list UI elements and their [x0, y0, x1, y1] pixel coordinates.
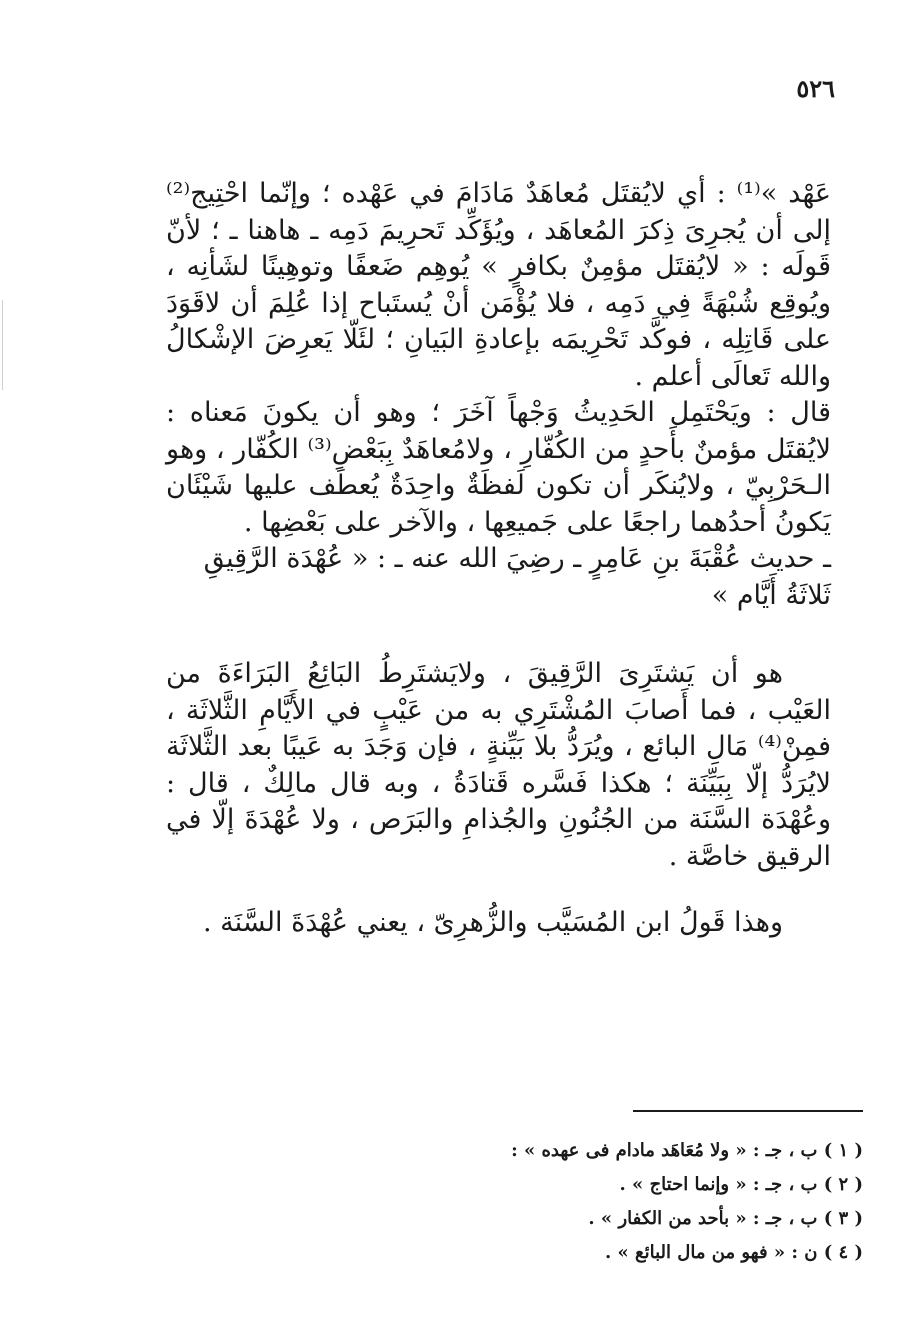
scan-edge-mark [2, 300, 3, 390]
hadith-heading: ـ حديث عُقْبَةَ بنِ عَامِرٍ ـ رضِيَ الله عنه ـ : « عُهْدَة الرَّقِيقِ ثَلاثَةُ أَيَّام » [203, 543, 831, 611]
footnote-divider [633, 1110, 863, 1112]
footnote-2: ( ٢ ) ب ، جـ : « وإنما احتاج » . [619, 1174, 863, 1195]
footnote-1: ( ١ ) ب ، جـ : « ولا مُعَاهَد مادام فى عهده » : [511, 1140, 863, 1161]
paragraph-uhdat-explanation: هو أن يَشتَرِىَ الرَّقِيقَ ، ولايَشتَرِطُ البَائِعُ البَرَاءَةَ من العَيْب ، فما أَصابَ المُشْتَرِي به من عَيْبٍ في الأَيَّامِ الثَّلاثَة ، فمِنْ⁽⁴⁾ مَالِ البائع ، ويُرَدُّ بلا بَيِّنةٍ ، فإن وَجَدَ به عَيبًا بعد الثَّلاثَة لايُرَدُّ إلّا بِبَيِّنَة ؛ هكذا فَسَّره قَتادَةُ ، وبه قال مالِكٌ ، قال : وعُهْدَة السَّنَة من الجُنُونِ والجُذامِ والبَرَص ، ولا عُهْدَةَ إلّا في الرقيق خاصَّة . [166, 658, 832, 872]
footnotes [163, 1134, 863, 1270]
paragraph-alternative-meaning: قال : ويَحْتَمِل الحَدِيثُ وَجْهاً آخَرَ ؛ وهو أن يكونَ مَعناه : لايُقتَل مؤمنٌ بأَحدٍ من الكُفّارِ ، ولامُعاهَدٌ بِبَعْضِ⁽³⁾ الكُفّار ، وهو الـحَرْبِيّ ، ولايُنكَر أن تكون لَفظَةٌ واحِدَةٌ يُعطَف عليها شَيْئَان يَكونُ أحدُهما راجعًا على جَميعِها ، والآخر على بَعْضِها . [166, 397, 831, 538]
paragraph-ibn-musayyib: وهذا قَولُ ابن المُسَيَّب والزُّهرِىّ ، يعني عُهْدَةَ السَّنَة . [202, 907, 783, 938]
page-number: ٥٢٦ [796, 74, 835, 103]
main-text [166, 176, 831, 942]
footnote-4: ( ٤ ) ن : « فهو من مال البائع » . [604, 1242, 863, 1263]
footnote-3: ( ٣ ) ب ، جـ : « بأحد من الكفار » . [588, 1208, 863, 1229]
paragraph-ahd-explanation: عَهْد »⁽¹⁾ : أي لايُقتَل مُعاهَدٌ مَادَامَ في عَهْده ؛ وإنّما احْتِيج⁽²⁾ إلى أن يُجرِىَ ذِكرَ المُعاهَد ، ويُؤَكِّد تَحرِيمَ دَمِه ـ هاهنا ـ ؛ لأنّ قَولَه : « لايُقتَل مؤمِنٌ بكافرٍ » يُوهِم ضَعفًا وتوهِينًا لشَأنِه ، ويُوقِع شُبْهَةً فِي دَمِه ، فلا يُؤْمَن أنْ يُستَباح إذا عُلِمَ أن لاقَوَدَ على قَاتِلِه ، فوكَّد تَحْرِيمَه بإعادةِ البَيانِ ؛ لئَلّا يَعرِضَ الإشْكالُ والله تَعالَى أعلم . [166, 178, 831, 392]
